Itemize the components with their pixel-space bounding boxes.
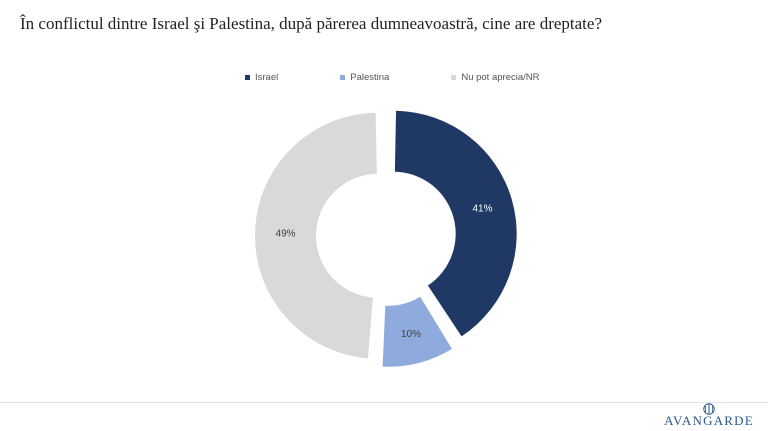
logo-wordmark: AVANGARDE [664, 413, 754, 428]
footer-divider [0, 402, 768, 403]
avangarde-logo [664, 403, 754, 429]
chart-title: În conflictul dintre Israel şi Palestina, după părerea dumneavoastră, cine are dreptate? [20, 14, 602, 33]
legend-label-nr: Nu pot aprecia/NR [461, 72, 540, 83]
data-label-palestina: 10% [400, 328, 422, 340]
legend-label-palestina: Palestina [350, 72, 390, 83]
legend-label-israel: Israel [255, 72, 279, 83]
data-label-israel: 41% [472, 203, 493, 215]
data-label-nu-pot-aprecia-nr: 49% [275, 228, 296, 240]
donut-slice-nu-pot-aprecia-nr [255, 113, 377, 359]
